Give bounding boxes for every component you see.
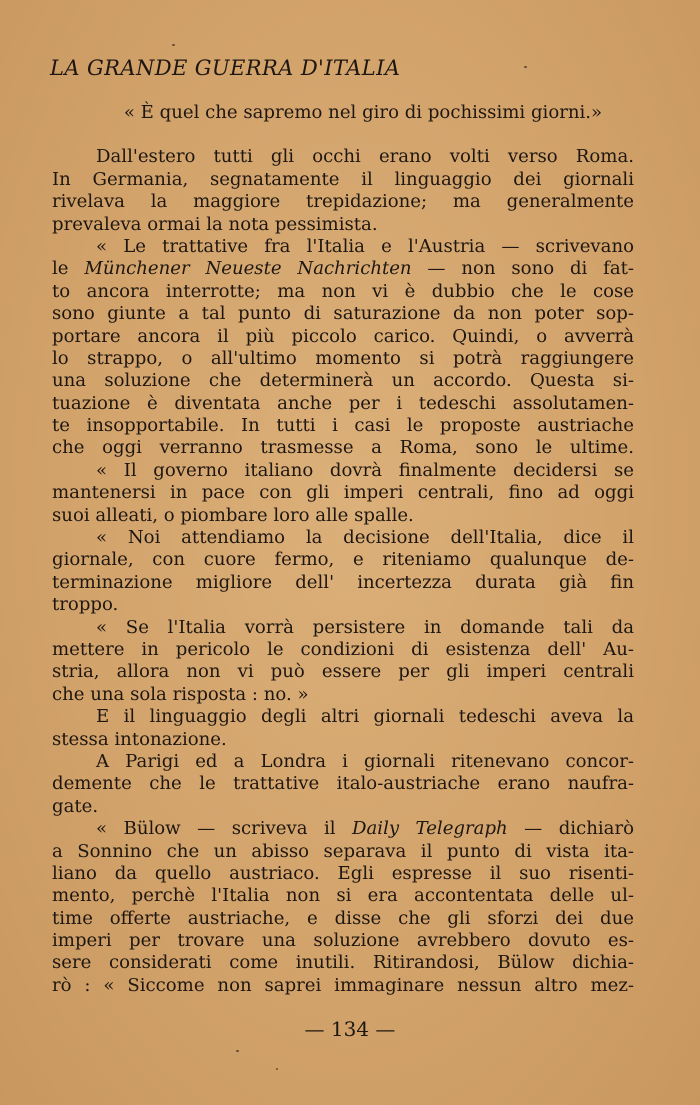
newspaper-title: Münchener Neueste Nachrichten: [84, 258, 412, 280]
text-line: rò : « Siccome non saprei immaginare nessun altro mez-: [52, 974, 634, 996]
text-line: « Bülow — scriveva il Daily Telegraph — dichiarò: [96, 818, 634, 840]
text-line: E il linguaggio degli altri giornali tedeschi aveva la: [96, 706, 634, 728]
text-line: « Il governo italiano dovrà finalmente decidersi se: [96, 459, 634, 481]
text-line: In Germania, segnatamente il linguaggio dei giornali: [52, 168, 634, 190]
text-line: che oggi verranno trasmesse a Roma, sono le ultime.: [52, 437, 634, 459]
text-line: « È quel che sapremo nel giro di pochissimi giorni.»: [123, 102, 603, 123]
text-line: le Münchener Neueste Nachrichten — non sono di fat-: [52, 258, 634, 280]
text-line: tuazione è diventata anche per i tedeschi assolutamen-: [52, 392, 634, 414]
text-line: lo strappo, o all'ultimo momento si potrà raggiungere: [52, 347, 634, 369]
text-line: mento, perchè l'Italia non si era accontentata delle ul-: [52, 885, 634, 907]
text-line: « Se l'Italia vorrà persistere in domande tali da: [96, 616, 634, 638]
text-line: Dall'estero tutti gli occhi erano volti verso Roma.: [96, 146, 634, 168]
running-head: LA GRANDE GUERRA D'ITALIA: [50, 56, 401, 80]
text-line: stessa intonazione.: [52, 728, 227, 750]
paper-speck: [236, 1050, 239, 1052]
text-line: « Le trattative fra l'Italia e l'Austria — scrivevano: [96, 235, 634, 257]
paper-speck: [172, 44, 175, 46]
text-line: prevaleva ormai la nota pessimista.: [52, 213, 378, 235]
text-line: una soluzione che determinerà un accordo. Questa si-: [52, 370, 634, 392]
body-text: [52, 102, 634, 997]
paragraph-gap: [52, 124, 634, 146]
text-line: stria, allora non vi può essere per gli imperi centrali: [52, 661, 634, 683]
text-line: sono giunte a tal punto di saturazione da non poter sop-: [52, 303, 634, 325]
text-line: troppo.: [52, 594, 119, 616]
text-line: giornale, con cuore fermo, e riteniamo qualunque de-: [52, 549, 634, 571]
text-line: mettere in pericolo le condizioni di esistenza dell' Au-: [52, 638, 634, 660]
text-line: imperi per trovare una soluzione avrebbero dovuto es-: [52, 930, 634, 952]
text-line: to ancora interrotte; ma non vi è dubbio che le cose: [52, 280, 634, 302]
paper-speck: [276, 1068, 278, 1070]
newspaper-title: Daily Telegraph: [352, 818, 508, 840]
text-line: mantenersi in pace con gli imperi centrali, fino ad oggi: [52, 482, 634, 504]
text-line: time offerte austriache, e disse che gli sforzi dei due: [52, 907, 634, 929]
text-line: terminazione migliore dell' incertezza durata già fin: [52, 571, 634, 593]
text-line: che una sola risposta : no. »: [52, 683, 309, 705]
text-line: « Noi attendiamo la decisione dell'Italia, dice il: [96, 527, 634, 549]
text-line: demente che le trattative italo-austriache erano naufra-: [52, 773, 634, 795]
text-line: rivelava la maggiore trepidazione; ma generalmente: [52, 191, 634, 213]
text-line: liano da quello austriaco. Egli espresse il suo risenti-: [52, 862, 634, 884]
text-line: suoi alleati, o piombare loro alle spalle.: [52, 504, 414, 526]
text-line: te insopportabile. In tutti i casi le proposte austriache: [52, 415, 634, 437]
text-line: a Sonnino che un abisso separava il punto di vista ita-: [52, 840, 634, 862]
paper-speck: [524, 66, 527, 68]
text-line: gate.: [52, 795, 99, 817]
text-line: sere considerati come inutili. Ritirandosi, Bülow dichia-: [52, 952, 634, 974]
text-line: portare ancora il più piccolo carico. Quindi, o avverrà: [52, 325, 634, 347]
text-line: A Parigi ed a Londra i giornali ritenevano concor-: [96, 750, 634, 772]
page-number: — 134 —: [304, 1017, 396, 1041]
